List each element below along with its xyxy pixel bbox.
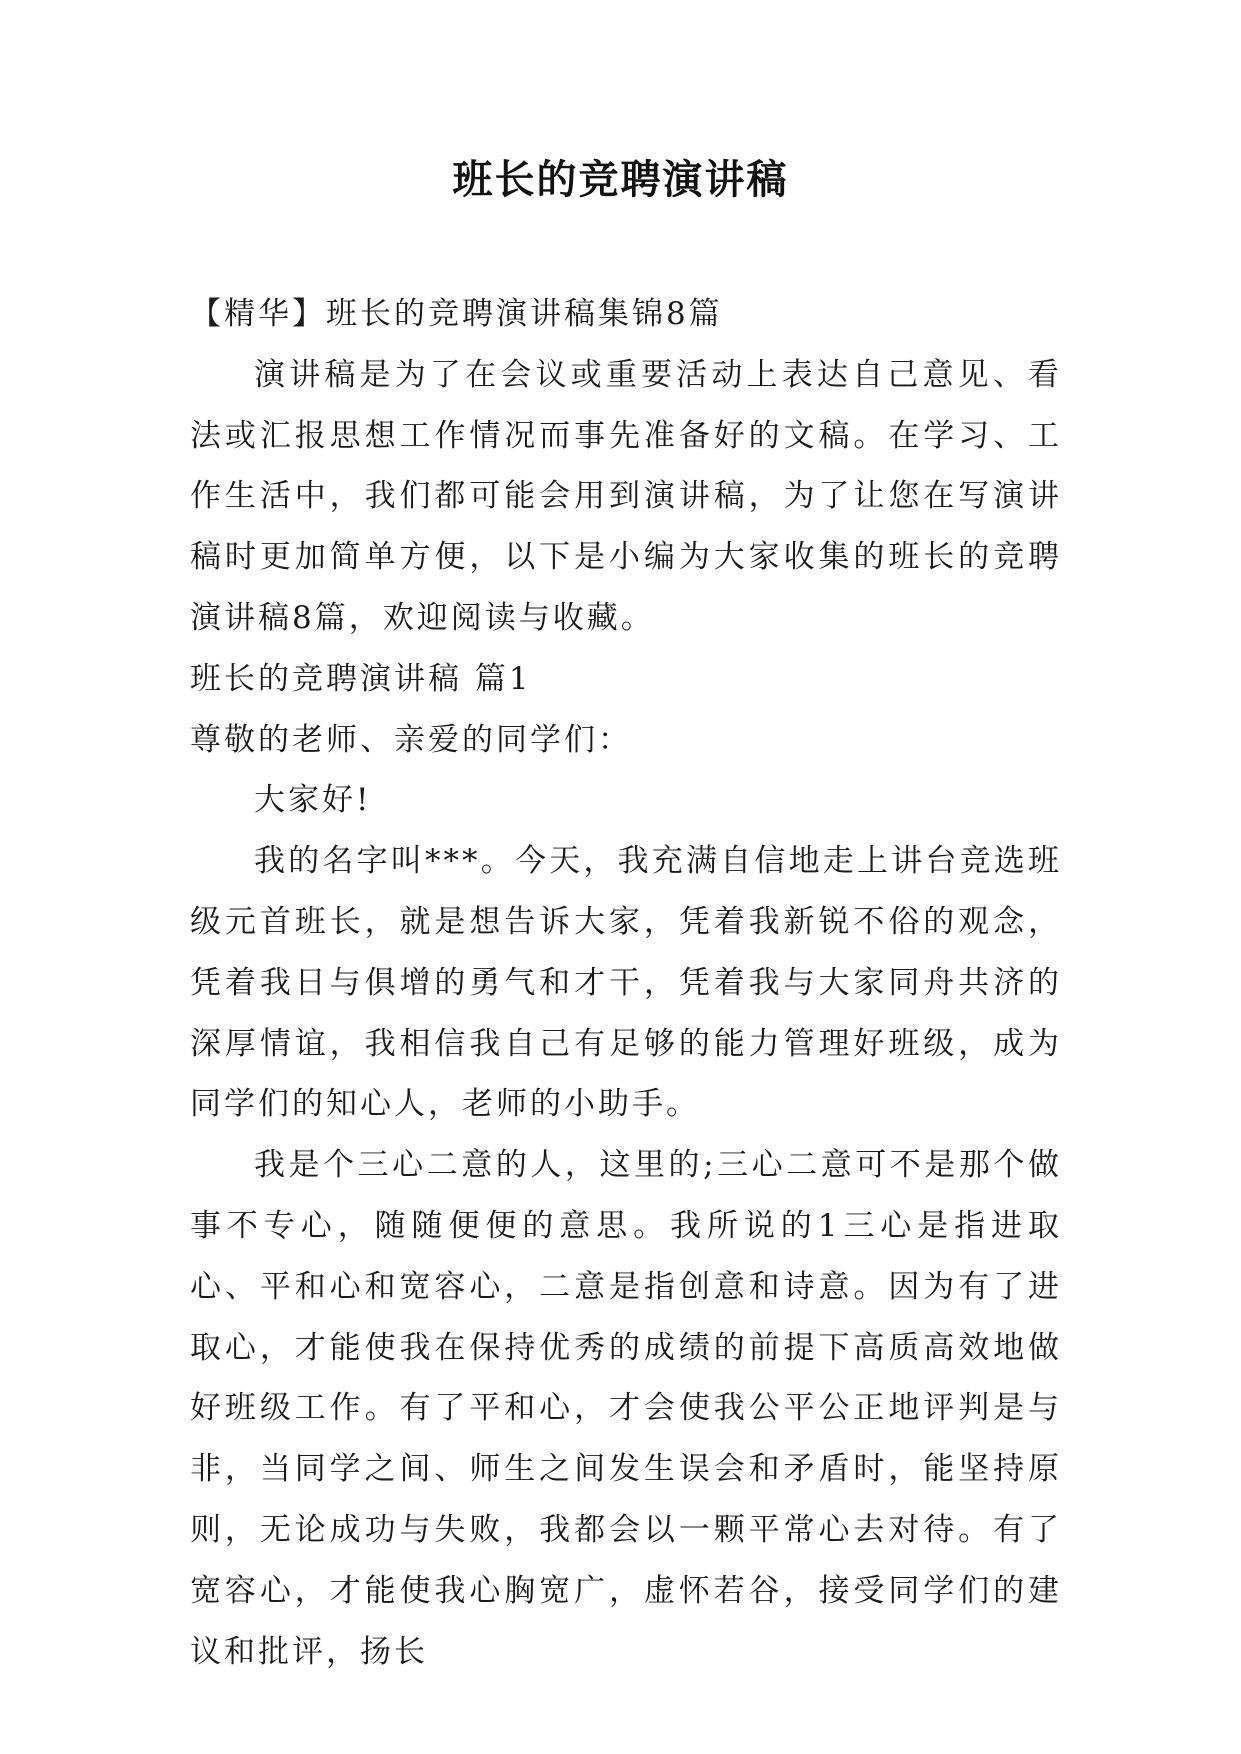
document-body bbox=[190, 284, 1062, 1682]
intro-paragraph: 演讲稿是为了在会议或重要活动上表达自己意见、看法或汇报思想工作情况而事先准备好的文稿。在学习、工作生活中，我们都可能会用到演讲稿，为了让您在写演讲稿时更加简单方便，以下是小编为大家收集的班长的竞聘演讲稿8篇，欢迎阅读与收藏。 bbox=[190, 356, 1062, 636]
greeting-paragraph: 大家好! bbox=[254, 782, 372, 819]
salutation-paragraph: 尊敬的老师、亲爱的同学们： bbox=[190, 721, 632, 758]
section-heading-1: 班长的竞聘演讲稿 篇1 bbox=[190, 660, 532, 697]
body-paragraph: 我是个三心二意的人，这里的;三心二意可不是那个做事不专心，随随便便的意思。我所说的1三心是指进取心、平和心和宽容心，二意是指创意和诗意。因为有了进取心，才能使我在保持优秀的成绩的前提下高质高效地做好班级工作。有了平和心，才会使我公平公正地评判是与非，当同学之间、师生之间发生误会和矛盾时，能坚持原则，无论成功与失败，我都会以一颗平常心去对待。有了宽容心，才能使我心胸宽广，虚怀若谷，接受同学们的建议和批评，扬长 bbox=[190, 1147, 1062, 1670]
body-paragraph: 我的名字叫***。今天，我充满自信地走上讲台竞选班级元首班长，就是想告诉大家，凭着我新锐不俗的观念，凭着我日与俱增的勇气和才干，凭着我与大家同舟共济的深厚情谊，我相信我自己有足够的能力管理好班级，成为同学们的知心人，老师的小助手。 bbox=[190, 843, 1062, 1123]
intro-heading-paragraph: 【精华】班长的竞聘演讲稿集锦8篇 bbox=[190, 296, 723, 332]
document-title: 班长的竞聘演讲稿 bbox=[452, 156, 789, 203]
